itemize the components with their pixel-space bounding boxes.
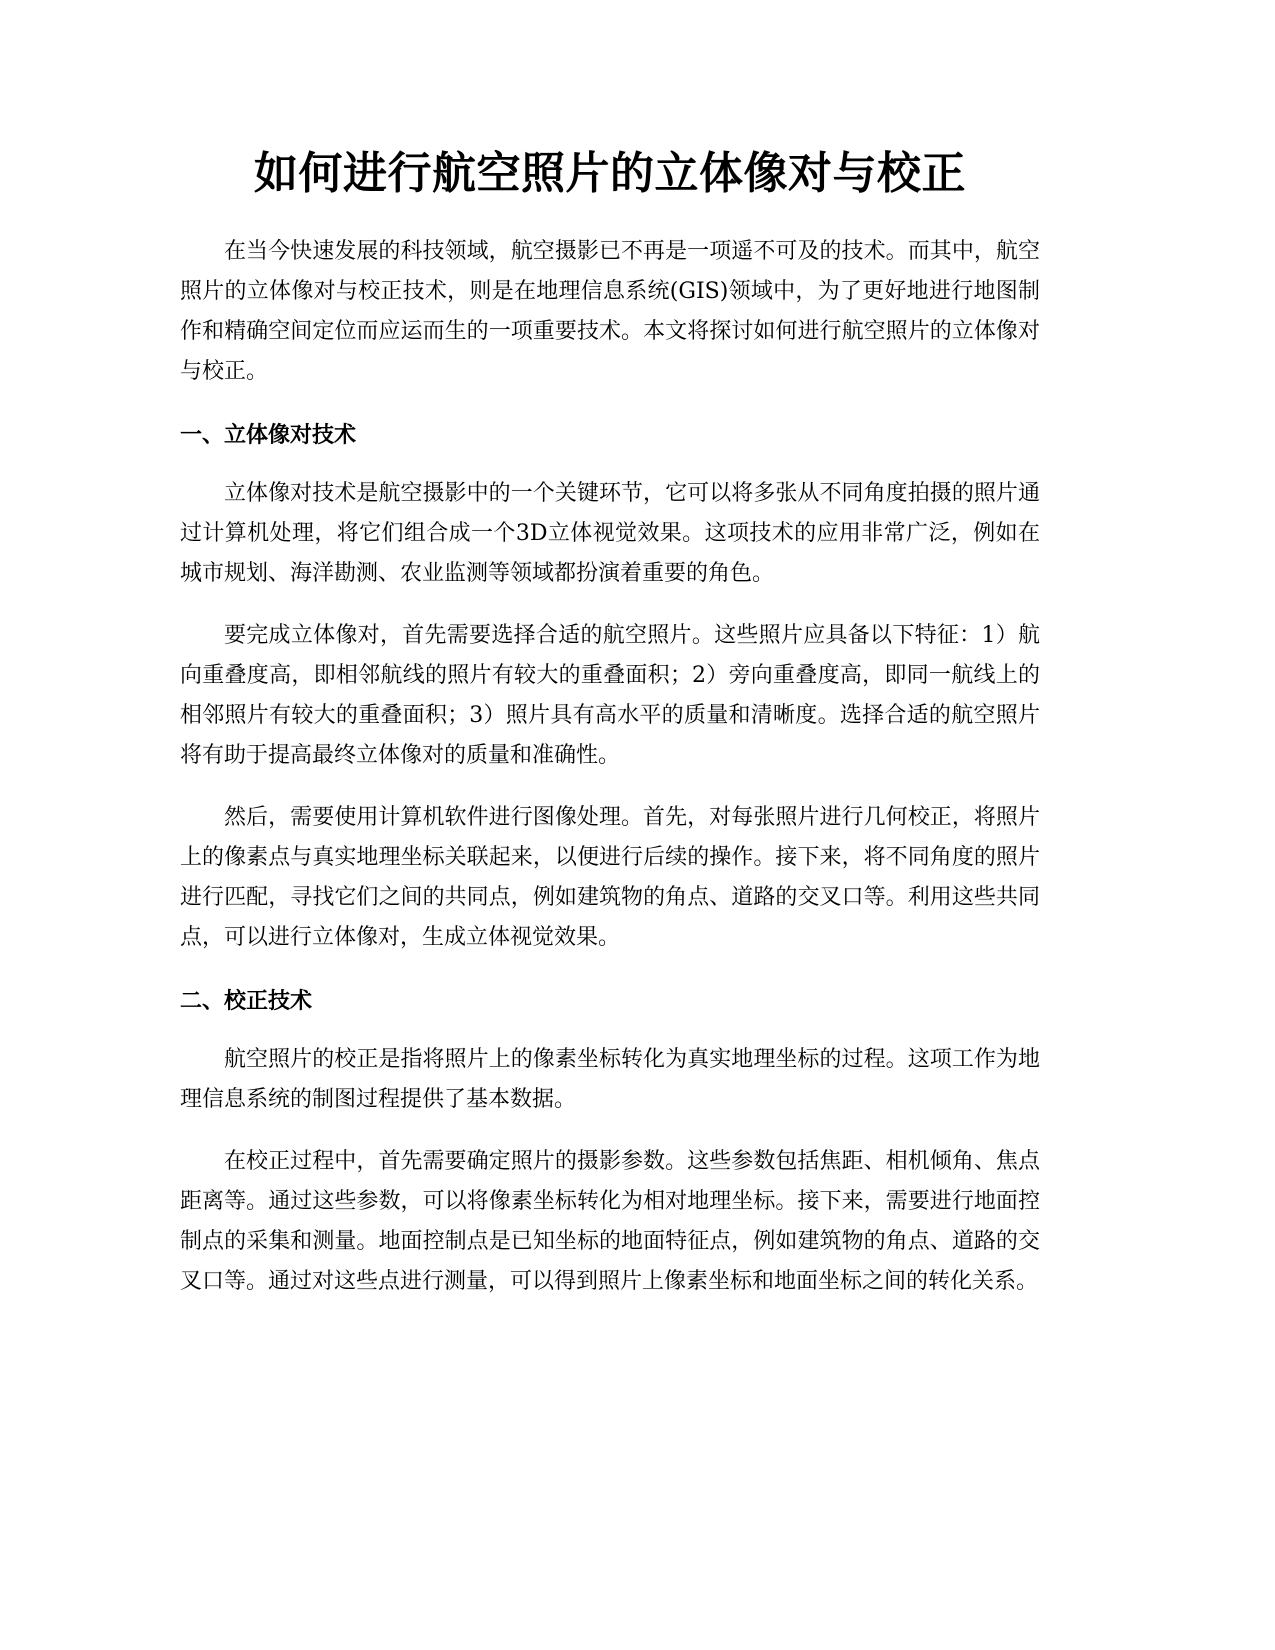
intro-paragraph: 在当今快速发展的科技领域，航空摄影已不再是一项遥不可及的技术。而其中，航空照片的立体像对与校正技术，则是在地理信息系统(GIS)领域中，为了更好地进行地图制作和精确空间定位而应运而生的一项重要技术。本文将探讨如何进行航空照片的立体像对与校正。 xyxy=(180,239,1040,384)
section-1-paragraph-1: 立体像对技术是航空摄影中的一个关键环节，它可以将多张从不同角度拍摄的照片通过计算机处理，将它们组合成一个3D立体视觉效果。这项技术的应用非常广泛，例如在城市规划、海洋勘测、农业监测等领域都扮演着重要的角色。 xyxy=(180,481,1040,586)
document-page xyxy=(180,0,1040,1650)
document-title: 如何进行航空照片的立体像对与校正 xyxy=(254,148,966,199)
document-body xyxy=(180,232,1040,1324)
section-2-paragraph-2: 在校正过程中，首先需要确定照片的摄影参数。这些参数包括焦距、相机倾角、焦点距离等。通过这些参数，可以将像素坐标转化为相对地理坐标。接下来，需要进行地面控制点的采集和测量。地面控制点是已知坐标的地面特征点，例如建筑物的角点、道路的交叉口等。通过对这些点进行测量，可以得到照片上像素坐标和地面坐标之间的转化关系。 xyxy=(180,1149,1040,1294)
section-2-paragraph-1: 航空照片的校正是指将照片上的像素坐标转化为真实地理坐标的过程。这项工作为地理信息系统的制图过程提供了基本数据。 xyxy=(180,1047,1040,1112)
section-heading-stereo-pair: 一、立体像对技术 xyxy=(180,423,357,448)
section-heading-correction: 二、校正技术 xyxy=(180,989,313,1014)
section-1-paragraph-3: 然后，需要使用计算机软件进行图像处理。首先，对每张照片进行几何校正，将照片上的像素点与真实地理坐标关联起来，以便进行后续的操作。接下来，将不同角度的照片进行匹配，寻找它们之间的共同点，例如建筑物的角点、道路的交叉口等。利用这些共同点，可以进行立体像对，生成立体视觉效果。 xyxy=(180,805,1040,950)
section-1-paragraph-2: 要完成立体像对，首先需要选择合适的航空照片。这些照片应具备以下特征：1）航向重叠度高，即相邻航线的照片有较大的重叠面积；2）旁向重叠度高，即同一航线上的相邻照片有较大的重叠面积；3）照片具有高水平的质量和清晰度。选择合适的航空照片将有助于提高最终立体像对的质量和准确性。 xyxy=(180,623,1040,768)
